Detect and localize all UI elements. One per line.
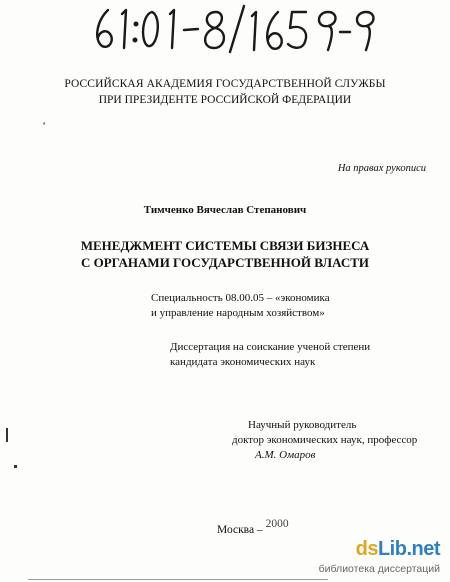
organization-line-1: РОССИЙСКАЯ АКАДЕМИЯ ГОСУДАРСТВЕННОЙ СЛУЖБЫ [64, 78, 386, 90]
specialty-line-1: Специальность 08.00.05 – «экономика [151, 292, 330, 304]
supervisor-degree: доктор экономических наук, профессор [232, 434, 418, 446]
scan-artifact: ᵃ [43, 119, 46, 129]
watermark-logo-prefix: ds [355, 538, 378, 560]
watermark-logo-suffix: Lib.net [377, 538, 440, 560]
dslib-watermark[interactable] [315, 538, 440, 580]
organization-line-2: ПРИ ПРЕЗИДЕНТЕ РОССИЙСКОЙ ФЕДЕРАЦИИ [98, 94, 352, 106]
handwritten-catalog-number [88, 2, 378, 54]
dissertation-line-2: кандидата экономических наук [170, 356, 316, 368]
page-bottom-edge [28, 579, 328, 580]
scan-artifact-line [6, 428, 12, 442]
rights-note: На правах рукописи [337, 163, 426, 174]
year: 2000 [265, 518, 289, 530]
title-line-2: С ОРГАНАМИ ГОСУДАРСТВЕННОЙ ВЛАСТИ [80, 255, 370, 270]
author-name: Тимченко Вячеслав Степанович [143, 204, 307, 216]
scan-artifact-dot [14, 465, 17, 468]
handwritten-number-drawing [88, 2, 378, 54]
specialty-line-2: и управление народным хозяйством» [151, 307, 325, 319]
watermark-subtitle: библиотека диссертаций [318, 563, 440, 575]
supervisor-name: А.М. Омаров [255, 449, 316, 461]
supervisor-role: Научный руководитель [248, 419, 357, 431]
dissertation-line-1: Диссертация на соискание ученой степени [170, 341, 371, 353]
city-name: Москва – [217, 524, 263, 536]
place-and-year [217, 518, 289, 536]
watermark-logo[interactable] [356, 538, 440, 561]
title-line-1: МЕНЕДЖМЕНТ СИСТЕМЫ СВЯЗИ БИЗНЕСА [80, 238, 370, 253]
